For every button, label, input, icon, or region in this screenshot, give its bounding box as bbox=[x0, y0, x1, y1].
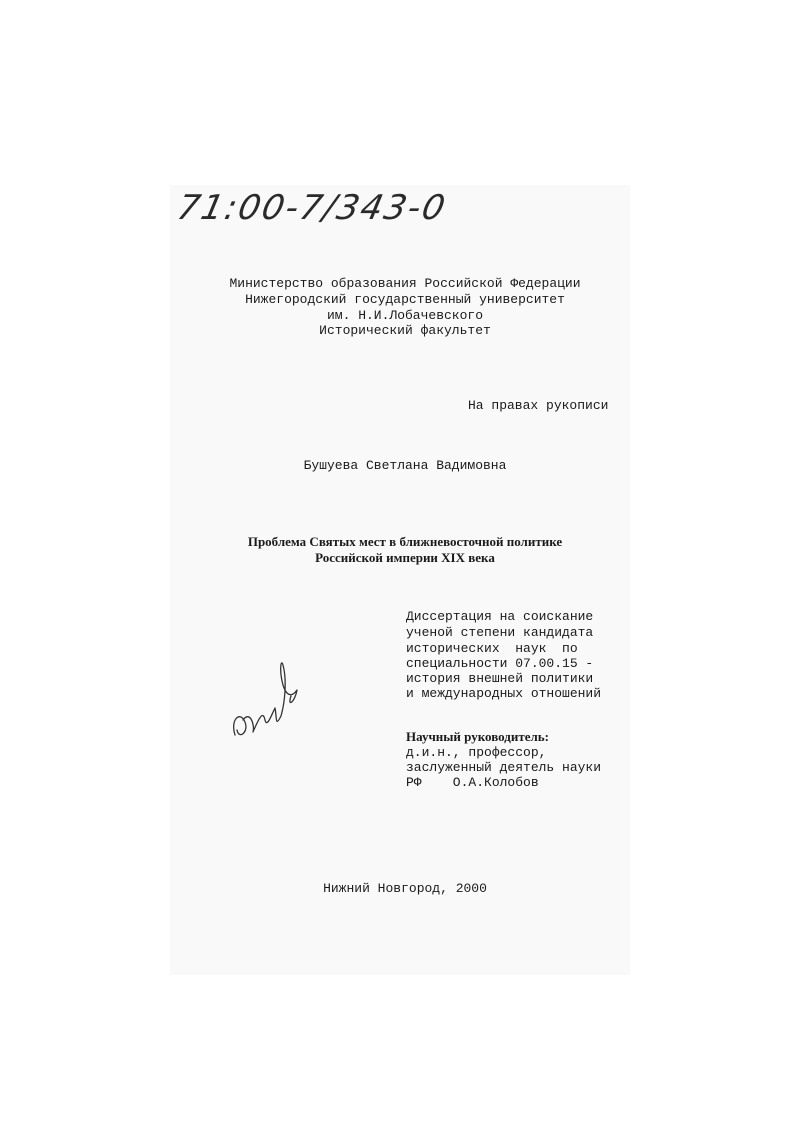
handwritten-catalog-number: 71:00-7/343-0 bbox=[173, 188, 451, 228]
university-name: Нижегородский государственный университет bbox=[245, 292, 565, 307]
thesis-line: исторических наук по bbox=[406, 641, 578, 656]
advisor-label: Научный руководитель: bbox=[406, 729, 549, 744]
advisor-line: д.и.н., профессор, bbox=[406, 745, 547, 760]
handwritten-signature bbox=[225, 650, 305, 745]
dissertation-title-line-2: Российской империи XIX века bbox=[315, 550, 495, 565]
author-name: Бушуева Светлана Вадимовна bbox=[303, 458, 507, 473]
thesis-line: ученой степени кандидата bbox=[406, 625, 594, 640]
thesis-line: история внешней политики bbox=[406, 671, 594, 686]
thesis-line: специальности 07.00.15 - bbox=[406, 656, 594, 671]
rights-note: На правах рукописи bbox=[468, 398, 609, 413]
faculty-name: Исторический факультет bbox=[319, 323, 491, 338]
thesis-line: Диссертация на соискание bbox=[406, 609, 594, 624]
thesis-line: и международных отношений bbox=[406, 686, 602, 701]
advisor-line: заслуженный деятель науки bbox=[406, 760, 602, 775]
dissertation-title-line-1: Проблема Святых мест в ближневосточной политике bbox=[247, 534, 563, 549]
university-named-after: им. Н.И.Лобачевского bbox=[326, 308, 484, 323]
city-and-year: Нижний Новгород, 2000 bbox=[323, 881, 487, 896]
ministry-name: Министерство образования Российской Федерации bbox=[229, 276, 581, 291]
advisor-line: РФ О.А.Колобов bbox=[406, 775, 539, 790]
